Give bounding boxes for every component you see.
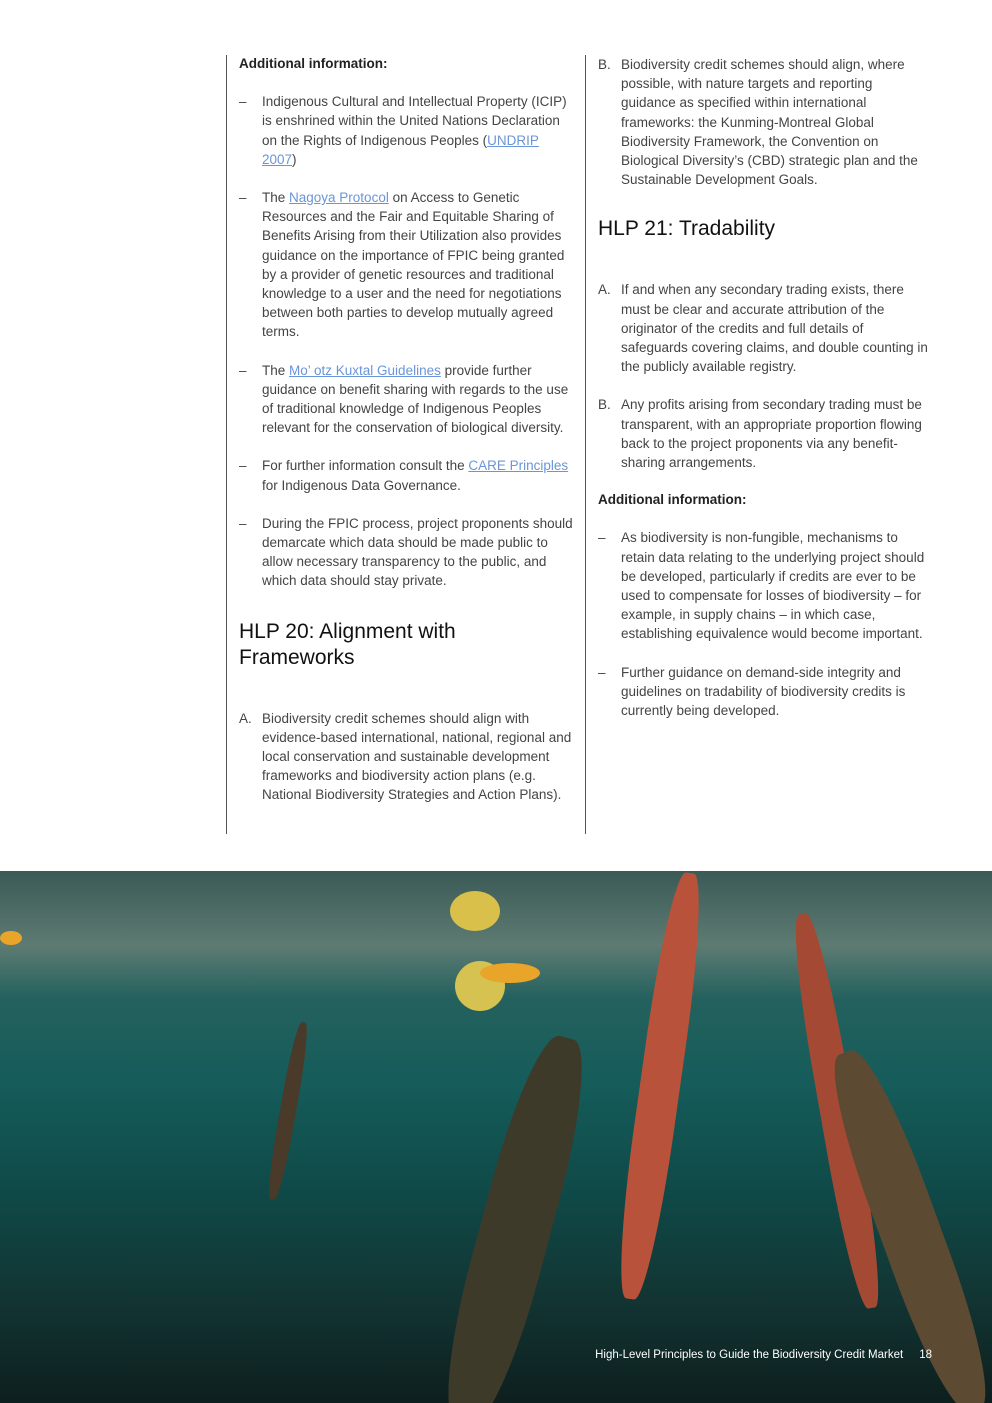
reference-link[interactable]: Nagoya Protocol (289, 190, 389, 206)
leaf (480, 963, 540, 983)
text-before: The (262, 190, 290, 206)
additional-info-heading: Additional information: (598, 492, 747, 508)
list-item (239, 709, 576, 805)
list-item (239, 456, 576, 494)
bullet-marker: – (239, 458, 247, 474)
bullet-marker: – (239, 362, 247, 378)
list-item (598, 528, 930, 643)
item-text (262, 361, 576, 438)
page-footer (595, 1349, 932, 1361)
item-text (262, 188, 576, 342)
list-item (239, 514, 576, 591)
item-text: Further guidance on demand-side integrity and guidelines on tradability of biodiversity credits is currently being developed. (621, 664, 906, 719)
item-text (262, 514, 576, 591)
leaf (450, 891, 500, 931)
item-marker: B. (598, 57, 611, 72)
leaf (0, 931, 22, 945)
text-after: on Access to Genetic Resources and the Fair and Equitable Sharing of Benefits Arising from their Utilization also provides guidance on the importance of FPIC being granted by a provider of genetic resources and traditional knowledge to a user and the need for negotiations between both parties to develop mutually agreed terms. (262, 190, 565, 340)
list-item (239, 188, 576, 342)
reference-link[interactable]: Mo’ otz Kuxtal Guidelines (289, 362, 441, 378)
page-number: 18 (919, 1349, 932, 1361)
list-item (239, 92, 576, 169)
mangrove-underwater-photo (0, 871, 992, 1403)
bullet-marker: – (239, 94, 247, 110)
list-item (239, 361, 576, 438)
bullet-marker: – (239, 515, 247, 531)
text-after: ) (292, 151, 297, 167)
item-text: As biodiversity is non-fungible, mechanisms to retain data relating to the underlying project should be developed, particularly if credits are ever to be used to compensate for losses of biodiversity – for example, in supply chains – in which case, establishing equivalence would become important. (621, 530, 925, 642)
reference-link[interactable]: CARE Principles (468, 458, 569, 474)
list-item (598, 280, 930, 376)
item-text: Any profits arising from secondary trading must be transparent, with an appropriate proportion flowing back to the project proponents via any benefit-sharing arrangements. (621, 397, 922, 471)
text-after: for Indigenous Data Governance. (262, 477, 461, 493)
right-column (585, 55, 930, 834)
mangrove-root (429, 1029, 600, 1403)
item-text: If and when any secondary trading exists, there must be clear and accurate attribution of the originator of the credits and full details of safeguards covering claims, and double counting in the publicly available registry. (621, 282, 928, 375)
item-marker: A. (239, 710, 252, 726)
bullet-marker: – (598, 664, 606, 680)
text-before: During the FPIC process, project proponents should demarcate which data should be made public to allow necessary transparency to the public, and which data should stay private. (262, 515, 573, 589)
reference-link[interactable]: UNDRIP 2007 (262, 132, 539, 167)
list-item (598, 663, 930, 721)
item-text (262, 456, 576, 494)
text-before: Indigenous Cultural and Intellectual Property (ICIP) is enshrined within the United Nations Declaration on the Rights of Indigenous Peoples ( (262, 94, 567, 148)
text-before: The (262, 362, 290, 378)
item-text: Biodiversity credit schemes should align, where possible, with nature targets and reporting guidance as specified within international frameworks: the Kunming-Montreal Global Biodiversity Framework, the Convention on Biological Diversity’s (CBD) strategic plan and the Sustainable Development Goals. (621, 57, 918, 188)
text-before: For further information consult the (262, 458, 469, 474)
mangrove-root (610, 871, 709, 1302)
text-after: provide further guidance on benefit sharing with regards to the use of traditional knowledge of Indigenous Peoples relevant for the conservation of biological diversity. (262, 362, 569, 436)
item-marker: B. (598, 397, 611, 413)
mangrove-root (264, 1021, 311, 1201)
bullet-marker: – (239, 190, 247, 206)
footer-title: High-Level Principles to Guide the Biodiversity Credit Market (595, 1349, 904, 1361)
item-text: Biodiversity credit schemes should align with evidence-based international, national, regional and local conservation and sustainable development frameworks and biodiversity action plans (e.g. National Biodiversity Strategies and Action Plans). (262, 710, 572, 803)
bullet-marker: – (598, 530, 606, 546)
hlp21-heading: HLP 21: Tradability (598, 217, 776, 241)
hlp20-heading: HLP 20: Alignment with Frameworks (239, 619, 456, 669)
item-marker: A. (598, 282, 611, 298)
left-column (226, 55, 576, 834)
additional-info-heading: Additional information: (239, 56, 388, 71)
item-text (262, 92, 576, 169)
list-item (598, 395, 930, 472)
list-item (598, 55, 930, 189)
